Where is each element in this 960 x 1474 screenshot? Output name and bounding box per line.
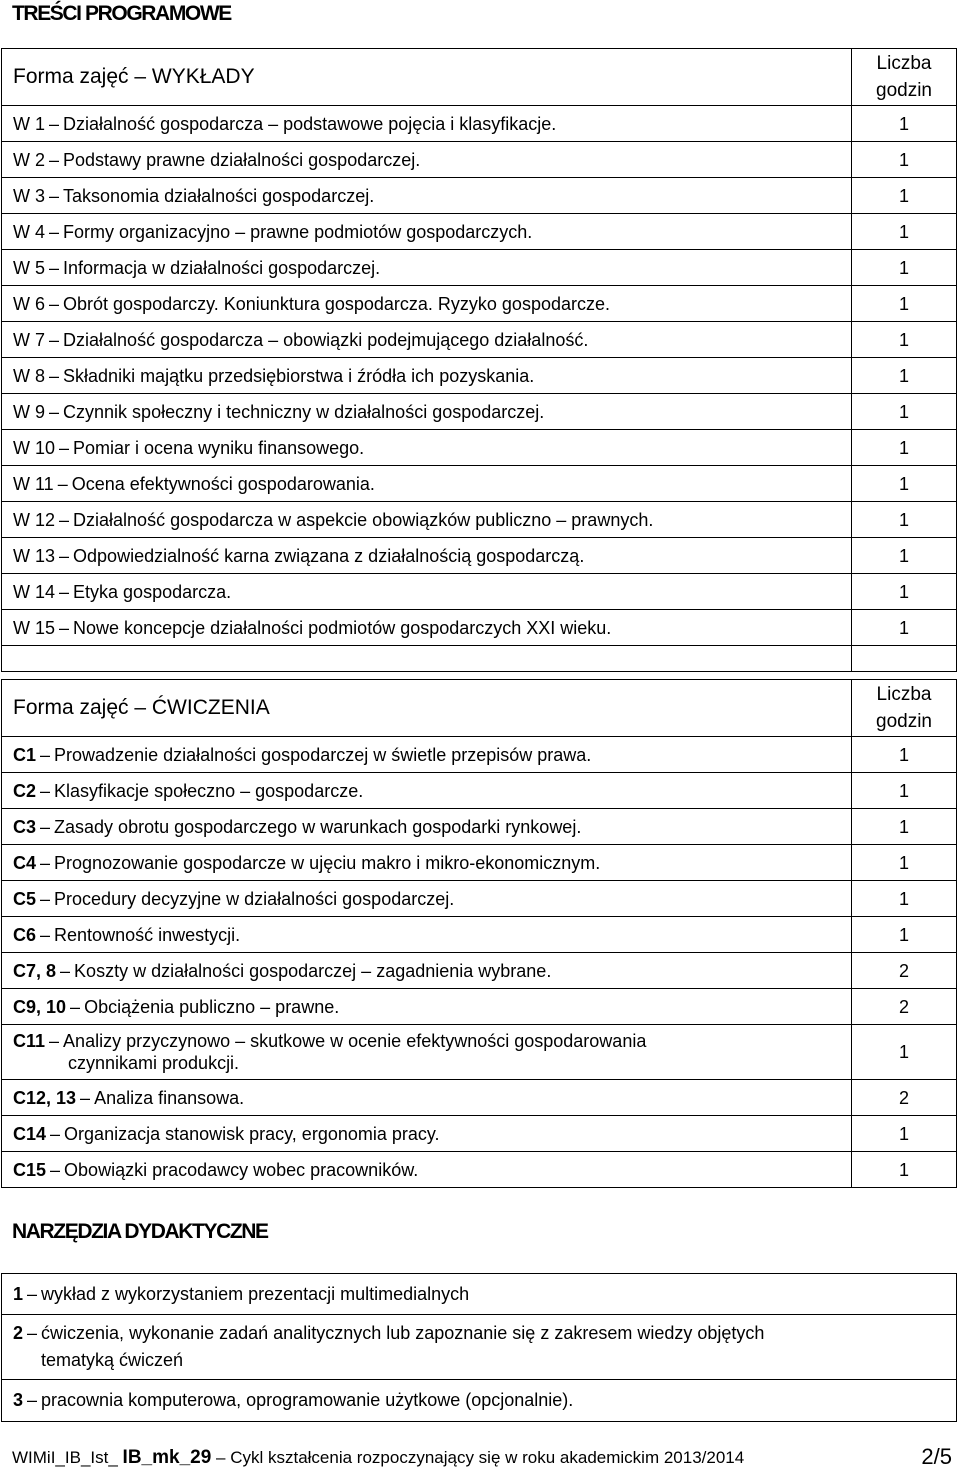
topic-cell [2,809,852,845]
topic-cell [2,250,852,286]
topic-text: Klasyfikacje społeczno – gospodarcze. [54,780,364,801]
topic-cell [2,178,852,214]
hours-header-line2: godzin [876,80,932,101]
topic-text: Koszty w działalności gospodarczej – zagadnienia wybrane. [74,960,552,981]
tool-cell [2,1274,957,1315]
lectures-title: Forma zajęć – WYKŁADY [2,49,852,106]
table-row [2,502,957,538]
topic-code: C9, 10 [13,996,67,1017]
exercises-table [1,679,957,1188]
topic-cell [2,917,852,953]
topic-cell [2,574,852,610]
hours-cell: 1 [852,1025,957,1080]
dash-separator: – [50,1123,61,1144]
table-row [2,466,957,502]
hours-cell: 1 [852,845,957,881]
hours-cell: 1 [852,773,957,809]
table-row [2,286,957,322]
dash-separator: – [49,365,60,386]
table-row [2,610,957,646]
list-item [2,1380,957,1422]
topic-cell [2,989,852,1025]
topic-text: Działalność gospodarcza – obowiązki podejmującego działalność. [63,329,589,350]
topic-code: W 14 [13,581,56,602]
topic-cell [2,358,852,394]
dash-separator: – [40,816,51,837]
lectures-body [2,106,957,646]
dash-separator: – [27,1323,38,1343]
table-row [2,881,957,917]
dash-separator: – [57,473,68,494]
dash-separator: – [59,581,70,602]
lectures-table [1,48,957,672]
hours-cell: 1 [852,809,957,845]
topic-cell [2,322,852,358]
hours-header-line1: Liczba [876,684,932,705]
topic-cell [2,881,852,917]
dash-separator: – [49,221,60,242]
footer-text: – Cykl kształcenia rozpoczynający się w roku akademickim 2013/2014 [216,1448,745,1467]
topic-cell [2,466,852,502]
dash-separator: – [40,852,51,873]
table-row [2,430,957,466]
table-row [2,1152,957,1188]
topic-code: C11 [13,1031,46,1051]
topic-text: Składniki majątku przedsiębiorstwa i źródła ich pozyskania. [63,365,535,386]
dash-separator: – [49,293,60,314]
hours-cell: 1 [852,142,957,178]
hours-cell: 1 [852,917,957,953]
topic-code: W 6 [13,293,46,314]
hours-cell: 1 [852,394,957,430]
list-item [2,1274,957,1315]
dash-separator: – [59,545,70,566]
topic-code: C3 [13,816,37,837]
lectures-header-row [2,49,957,106]
topic-cell [2,286,852,322]
tools-table [1,1273,957,1422]
topic-code: W 2 [13,149,46,170]
tool-cell [2,1380,957,1422]
topic-text: Prognozowanie gospodarcze w ujęciu makro i mikro-ekonomicznym. [54,852,601,873]
hours-cell: 1 [852,574,957,610]
topic-code: W 12 [13,509,56,530]
hours-cell: 1 [852,881,957,917]
topic-cell [2,737,852,773]
hours-cell: 1 [852,322,957,358]
topic-code: C15 [13,1159,47,1180]
tool-number: 3 [13,1390,24,1410]
table-row [2,538,957,574]
topic-code: C4 [13,852,37,873]
dash-separator: – [40,780,51,801]
tools-body [2,1274,957,1422]
topic-code: W 10 [13,437,56,458]
table-row [2,809,957,845]
hours-header-line1: Liczba [876,53,932,74]
topic-text: Analizy przyczynowo – skutkowe w ocenie efektywności gospodarowania [63,1031,647,1051]
blank-cell [2,646,852,672]
topic-cell [2,502,852,538]
dash-separator: – [49,401,60,422]
table-row [2,394,957,430]
page-footer [12,1447,744,1469]
topic-text: Odpowiedzialność karna związana z działalnością gospodarczą. [73,545,585,566]
dash-separator: – [59,437,70,458]
page-number: 2/5 [921,1444,952,1469]
topic-code: W 13 [13,545,56,566]
topic-cell [2,773,852,809]
topic-text: Ocena efektywności gospodarowania. [71,473,375,494]
table-row [2,737,957,773]
table-row [2,250,957,286]
topic-cell [2,430,852,466]
dash-separator: – [40,924,51,945]
topic-cell [2,1116,852,1152]
exercises-hours-header [852,680,957,737]
table-row [2,574,957,610]
table-row [2,917,957,953]
table-row [2,322,957,358]
table-row [2,178,957,214]
tool-text-continued: tematyką ćwiczeń [41,1350,184,1370]
table-row [2,953,957,989]
topic-text: Rentowność inwestycji. [54,924,241,945]
dash-separator: – [49,257,60,278]
dash-separator: – [40,744,51,765]
table-row [2,989,957,1025]
dash-separator: – [27,1390,38,1410]
topic-code: W 11 [13,473,54,494]
dash-separator: – [49,329,60,350]
lectures-hours-header [852,49,957,106]
table-row [2,1025,957,1080]
topic-cell [2,538,852,574]
footer-course-code: IB_mk_29 [122,1447,212,1468]
topic-code: C7, 8 [13,960,57,981]
hours-cell: 1 [852,430,957,466]
list-item [2,1315,957,1380]
topic-text: Informacja w działalności gospodarczej. [63,257,381,278]
tool-text: pracownia komputerowa, oprogramowanie użytkowe (opcjonalnie). [41,1390,574,1410]
blank-cell [852,646,957,672]
table-row [2,142,957,178]
hours-cell: 1 [852,610,957,646]
topic-cell [2,142,852,178]
hours-cell: 1 [852,214,957,250]
topic-code: C1 [13,744,37,765]
hours-cell: 1 [852,1116,957,1152]
topic-text: Obrót gospodarczy. Koniunktura gospodarcza. Ryzyko gospodarcze. [63,293,610,314]
dash-separator: – [50,1159,61,1180]
hours-cell: 1 [852,358,957,394]
table-row [2,358,957,394]
hours-cell: 1 [852,538,957,574]
footer-prefix: WIMiI_IB_Ist_ [12,1448,118,1467]
dash-separator: – [40,888,51,909]
topic-cell [2,1152,852,1188]
topic-text: Taksonomia działalności gospodarczej. [63,185,375,206]
topic-cell [2,394,852,430]
topic-code: C6 [13,924,37,945]
topic-text: Obowiązki pracodawcy wobec pracowników. [64,1159,419,1180]
topic-text: Czynnik społeczny i techniczny w działalności gospodarczej. [63,401,545,422]
topic-text: Działalność gospodarcza – podstawowe pojęcia i klasyfikacje. [63,113,557,134]
tool-number: 2 [13,1323,24,1343]
dash-separator: – [27,1283,38,1304]
table-row [2,773,957,809]
topic-text: Prowadzenie działalności gospodarczej w świetle przepisów prawa. [54,744,592,765]
hours-header-line2: godzin [876,711,932,732]
topic-code: W 5 [13,257,46,278]
table-row [2,106,957,142]
hours-cell: 1 [852,1152,957,1188]
topic-cell [2,214,852,250]
topic-code: W 1 [13,113,46,134]
topic-text: Działalność gospodarcza w aspekcie obowiązków publiczno – prawnych. [73,509,654,530]
table-row [2,1116,957,1152]
topic-cell [2,610,852,646]
dash-separator: – [80,1087,91,1108]
topic-text: Organizacja stanowisk pracy, ergonomia pracy. [64,1123,440,1144]
hours-cell: 1 [852,502,957,538]
topic-code: C5 [13,888,37,909]
hours-cell: 1 [852,178,957,214]
tool-cell [2,1315,957,1380]
dash-separator: – [49,113,60,134]
table-row [2,214,957,250]
topic-cell [2,1080,852,1116]
topic-text: Formy organizacyjno – prawne podmiotów gospodarczych. [63,221,533,242]
section-heading-program: TREŚCI PROGRAMOWE [12,2,231,25]
topic-code: C14 [13,1123,47,1144]
topic-text-continued: czynnikami produkcji. [68,1053,240,1073]
topic-text: Pomiar i ocena wyniku finansowego. [73,437,365,458]
topic-text: Etyka gospodarcza. [73,581,232,602]
table-row [2,1080,957,1116]
topic-cell [2,845,852,881]
dash-separator: – [49,149,60,170]
topic-cell [2,953,852,989]
hours-cell: 1 [852,106,957,142]
hours-cell: 1 [852,466,957,502]
lectures-blank-row [2,646,957,672]
topic-code: W 7 [13,329,46,350]
exercises-header-row [2,680,957,737]
hours-cell: 1 [852,737,957,773]
exercises-body [2,737,957,1188]
hours-cell: 1 [852,250,957,286]
tool-text: ćwiczenia, wykonanie zadań analitycznych lub zapoznanie się z zakresem wiedzy objętych [41,1323,765,1343]
topic-code: W 4 [13,221,46,242]
hours-cell: 2 [852,953,957,989]
hours-cell: 2 [852,989,957,1025]
topic-code: C2 [13,780,37,801]
dash-separator: – [49,1031,60,1051]
dash-separator: – [70,996,81,1017]
exercises-title: Forma zajęć – ĆWICZENIA [2,680,852,737]
topic-text: Nowe koncepcje działalności podmiotów gospodarczych XXI wieku. [73,617,612,638]
hours-cell: 2 [852,1080,957,1116]
topic-text: Zasady obrotu gospodarczego w warunkach gospodarki rynkowej. [54,816,582,837]
hours-cell: 1 [852,286,957,322]
topic-cell [2,106,852,142]
topic-code: W 3 [13,185,46,206]
topic-text: Podstawy prawne działalności gospodarczej. [63,149,421,170]
topic-code: C12, 13 [13,1087,77,1108]
topic-code: W 15 [13,617,56,638]
section-heading-tools: NARZĘDZIA DYDAKTYCZNE [12,1220,268,1243]
dash-separator: – [60,960,71,981]
dash-separator: – [59,617,70,638]
table-row [2,845,957,881]
topic-code: W 9 [13,401,46,422]
topic-text: Procedury decyzyjne w działalności gospodarczej. [54,888,455,909]
tool-text: wykład z wykorzystaniem prezentacji multimedialnych [41,1283,470,1304]
dash-separator: – [59,509,70,530]
dash-separator: – [49,185,60,206]
topic-code: W 8 [13,365,46,386]
topic-text: Analiza finansowa. [94,1087,245,1108]
topic-text: Obciążenia publiczno – prawne. [84,996,340,1017]
topic-cell [2,1025,852,1080]
tool-number: 1 [13,1283,24,1304]
